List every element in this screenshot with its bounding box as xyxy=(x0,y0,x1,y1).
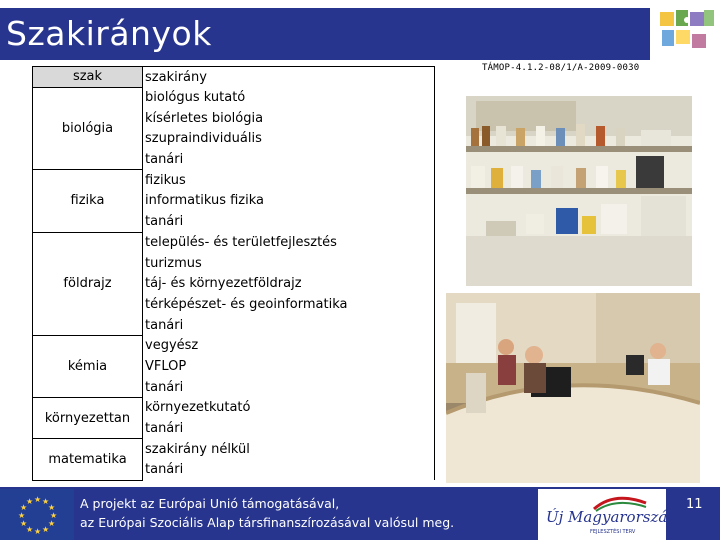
svg-text:★: ★ xyxy=(20,519,28,528)
major-cell: vegyész xyxy=(143,335,435,356)
footer-line-1: A projekt az Európai Unió támogatásával, xyxy=(80,496,340,511)
szak-cell: fizika xyxy=(33,170,143,232)
svg-text:★: ★ xyxy=(42,497,50,506)
szak-cell: kémia xyxy=(33,335,143,397)
footer-text xyxy=(80,494,535,532)
svg-text:★: ★ xyxy=(48,519,56,528)
project-code: TÁMOP-4.1.2-08/1/A-2009-0030 xyxy=(482,63,640,73)
major-cell: település- és területfejlesztés xyxy=(143,232,435,253)
table-row xyxy=(33,232,435,253)
major-cell: táj- és környezetföldrajz xyxy=(143,273,435,294)
table-header-row xyxy=(33,67,435,88)
svg-text:★: ★ xyxy=(26,497,34,506)
page-number: 11 xyxy=(686,497,703,512)
header-szak: szak xyxy=(33,67,143,88)
szak-cell: biológia xyxy=(33,87,143,170)
major-cell: térképészet- és geoinformatika xyxy=(143,294,435,315)
major-cell: kísérletes biológia xyxy=(143,108,435,129)
header-szakirany: szakirány xyxy=(143,67,435,88)
svg-text:★: ★ xyxy=(42,525,50,534)
table-row xyxy=(33,170,435,191)
table-row xyxy=(33,87,435,108)
major-cell: VFLOP xyxy=(143,356,435,377)
eu-flag-icon xyxy=(0,489,74,540)
logo-main-text: Új Magyarország xyxy=(546,508,666,526)
table-row xyxy=(33,439,435,460)
major-cell: biológus kutató xyxy=(143,87,435,108)
major-cell: turizmus xyxy=(143,253,435,274)
szak-cell: környezettan xyxy=(33,398,143,439)
svg-text:★: ★ xyxy=(34,527,42,536)
svg-text:★: ★ xyxy=(26,525,34,534)
lab-photo xyxy=(466,96,692,286)
major-cell: fizikus xyxy=(143,170,435,191)
major-cell: tanári xyxy=(143,460,435,481)
svg-text:★: ★ xyxy=(48,503,56,512)
major-cell: szupraindividuális xyxy=(143,129,435,150)
szak-cell: matematika xyxy=(33,439,143,480)
major-cell: tanári xyxy=(143,377,435,398)
major-cell: tanári xyxy=(143,211,435,232)
major-cell: környezetkutató xyxy=(143,398,435,419)
major-cell: informatikus fizika xyxy=(143,191,435,212)
footer-line-2: az Európai Szociális Alap társfinanszírozásával valósul meg. xyxy=(80,515,455,530)
major-cell: tanári xyxy=(143,149,435,170)
svg-text:★: ★ xyxy=(20,503,28,512)
major-cell: tanári xyxy=(143,418,435,439)
szak-cell: földrajz xyxy=(33,232,143,335)
slide-title: Szakirányok xyxy=(6,14,212,53)
majors-table xyxy=(32,66,435,481)
puzzle-logo-icon xyxy=(656,6,718,58)
table-row xyxy=(33,335,435,356)
major-cell: tanári xyxy=(143,315,435,336)
svg-text:★: ★ xyxy=(18,511,26,520)
logo-sub-text: FEJLESZTÉSI TERV xyxy=(590,529,636,535)
svg-text:★: ★ xyxy=(50,511,58,520)
reception-photo xyxy=(446,293,700,483)
table-row xyxy=(33,398,435,419)
major-cell: szakirány nélkül xyxy=(143,439,435,460)
uj-magyarorszag-logo xyxy=(538,489,666,540)
svg-text:★: ★ xyxy=(34,495,42,504)
